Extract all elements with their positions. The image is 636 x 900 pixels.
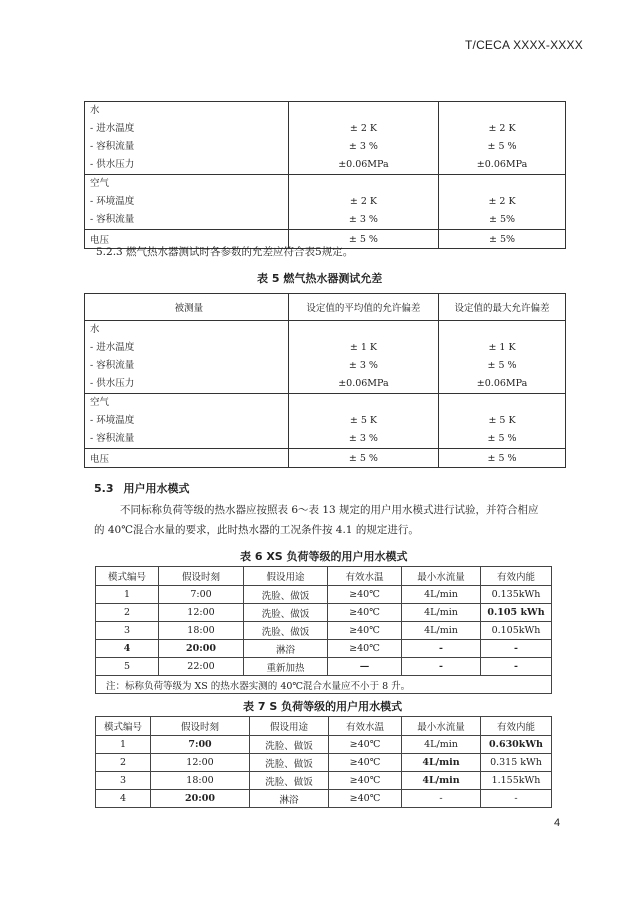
- section-5-3-heading: [94, 480, 190, 496]
- table-row: [96, 640, 552, 658]
- group-title-air: 空气: [90, 397, 110, 408]
- column-header: 模式编号: [96, 567, 159, 586]
- effective-energy: -: [481, 640, 552, 658]
- assumed-use: 洗脸、做饭: [250, 736, 329, 754]
- avg-value: ± 2 K: [349, 123, 377, 134]
- effective-temp: ≥40℃: [329, 790, 402, 808]
- max-value: ± 2 K: [488, 196, 516, 207]
- avg-value: ± 3 %: [348, 360, 378, 371]
- min-flow: 4L/min: [402, 586, 481, 604]
- column-header: 假设用途: [244, 567, 328, 586]
- assumed-use: 洗脸、做饭: [244, 622, 328, 640]
- effective-energy: 0.315 kWh: [481, 754, 552, 772]
- avg-value: ± 3 %: [348, 141, 378, 152]
- max-value: ± 5 K: [488, 415, 516, 426]
- table-note-row: [96, 676, 552, 694]
- effective-energy: 1.155kWh: [481, 772, 552, 790]
- avg-value: ± 3 %: [348, 214, 378, 225]
- min-flow: 4L/min: [402, 604, 481, 622]
- row-label: 电压: [85, 230, 289, 249]
- avg-value: ± 5 %: [288, 449, 438, 468]
- min-flow: 4L/min: [402, 754, 481, 772]
- mode-number: 3: [96, 772, 151, 790]
- assumed-use: 洗脸、做饭: [250, 772, 329, 790]
- table5: [84, 293, 566, 468]
- assumed-time: 20:00: [151, 790, 250, 808]
- assumed-time: 7:00: [151, 736, 250, 754]
- table-row: [96, 754, 552, 772]
- max-value: ± 5 %: [487, 360, 517, 371]
- table-row: [96, 586, 552, 604]
- assumed-time: 20:00: [159, 640, 244, 658]
- avg-value: ±0.06MPa: [338, 159, 389, 170]
- effective-energy: 0.135kWh: [481, 586, 552, 604]
- assumed-use: 淋浴: [244, 640, 328, 658]
- section-5-3-body-line1: 不同标称负荷等级的热水器应按照表 6～表 13 规定的用户用水模式进行试验，并符合相应: [120, 504, 539, 516]
- column-header: 假设用途: [250, 717, 329, 736]
- avg-value: ± 2 K: [349, 196, 377, 207]
- avg-value: ± 5 K: [349, 415, 377, 426]
- min-flow: -: [402, 658, 481, 676]
- avg-value: ±0.06MPa: [338, 378, 389, 389]
- row-label: - 容积流量: [90, 433, 135, 444]
- row-label: - 进水温度: [90, 123, 135, 134]
- effective-energy: 0.105kWh: [481, 622, 552, 640]
- row-label: - 容积流量: [90, 214, 135, 225]
- max-value: ± 1 K: [488, 342, 516, 353]
- table6: [95, 566, 552, 694]
- column-header: 被测量: [85, 294, 289, 321]
- table-row: [96, 772, 552, 790]
- section-number: 5.3: [94, 482, 114, 495]
- row-label: - 进水温度: [90, 342, 135, 353]
- table6-caption: 表 6 XS 负荷等级的用户用水模式: [240, 550, 408, 563]
- mode-number: 2: [96, 604, 159, 622]
- assumed-use: 淋浴: [250, 790, 329, 808]
- mode-number: 5: [96, 658, 159, 676]
- min-flow: 4L/min: [402, 772, 481, 790]
- table-row: [96, 790, 552, 808]
- row-label: - 供水压力: [90, 378, 135, 389]
- mode-number: 1: [96, 736, 151, 754]
- section-5-3-body-line2: 的 40℃混合水量的要求，此时热水器的工况条件按 4.1 的规定进行。: [94, 524, 419, 536]
- table7-caption: 表 7 S 负荷等级的用户用水模式: [243, 700, 403, 713]
- clause-5-2-3: 5.2.3 燃气热水器测试时各参数的允差应符合表5规定。: [96, 246, 354, 258]
- table-row: [96, 736, 552, 754]
- avg-value: ± 3 %: [348, 433, 378, 444]
- effective-energy: -: [481, 790, 552, 808]
- table-header-row: [96, 717, 552, 736]
- column-header: 设定值的平均值的允许偏差: [288, 294, 438, 321]
- assumed-time: 22:00: [159, 658, 244, 676]
- column-header: 有效内能: [481, 717, 552, 736]
- effective-temp: —: [328, 658, 402, 676]
- assumed-time: 18:00: [159, 622, 244, 640]
- mode-number: 2: [96, 754, 151, 772]
- group-title-water: 水: [90, 105, 100, 116]
- column-header: 模式编号: [96, 717, 151, 736]
- table-note: 注：标称负荷等级为 XS 的热水器实测的 40℃混合水量应不小于 8 升。: [96, 676, 552, 694]
- assumed-use: 洗脸、做饭: [250, 754, 329, 772]
- max-value: ± 5%: [439, 230, 566, 249]
- effective-temp: ≥40℃: [328, 586, 402, 604]
- row-label: - 容积流量: [90, 360, 135, 371]
- row-label: - 环境温度: [90, 196, 135, 207]
- effective-temp: ≥40℃: [329, 754, 402, 772]
- column-header: 最小水流量: [402, 717, 481, 736]
- column-header: 假设时刻: [151, 717, 250, 736]
- table-header-row: [96, 567, 552, 586]
- column-header: 假设时刻: [159, 567, 244, 586]
- table-row: [96, 622, 552, 640]
- assumed-time: 12:00: [151, 754, 250, 772]
- min-flow: 4L/min: [402, 622, 481, 640]
- row-label: - 供水压力: [90, 159, 135, 170]
- effective-temp: ≥40℃: [328, 604, 402, 622]
- max-value: ± 2 K: [488, 123, 516, 134]
- table4-continued: [84, 101, 566, 249]
- min-flow: 4L/min: [402, 736, 481, 754]
- assumed-use: 洗脸、做饭: [244, 586, 328, 604]
- table-row-voltage: [85, 449, 566, 468]
- table-row-air: [85, 394, 566, 449]
- document-code: T/CECA XXXX-XXXX: [465, 38, 583, 52]
- assumed-use: 重新加热: [244, 658, 328, 676]
- mode-number: 4: [96, 640, 159, 658]
- effective-energy: 0.630kWh: [481, 736, 552, 754]
- effective-temp: ≥40℃: [328, 622, 402, 640]
- column-header: 有效水温: [329, 717, 402, 736]
- section-title: 用户用水模式: [123, 482, 190, 495]
- effective-temp: ≥40℃: [329, 772, 402, 790]
- column-header: 有效内能: [481, 567, 552, 586]
- mode-number: 1: [96, 586, 159, 604]
- avg-value: ± 1 K: [349, 342, 377, 353]
- table-row: [96, 604, 552, 622]
- group-title-water: 水: [90, 324, 100, 335]
- row-label: - 环境温度: [90, 415, 135, 426]
- column-header: 设定值的最大允许偏差: [439, 294, 566, 321]
- avg-value: ± 5 %: [288, 230, 438, 249]
- min-flow: -: [402, 790, 481, 808]
- table7: [95, 716, 552, 808]
- row-label: 电压: [85, 449, 289, 468]
- max-value: ± 5 %: [487, 433, 517, 444]
- min-flow: -: [402, 640, 481, 658]
- max-value: ± 5 %: [439, 449, 566, 468]
- group-title-air: 空气: [90, 178, 110, 189]
- assumed-time: 7:00: [159, 586, 244, 604]
- max-value: ±0.06MPa: [476, 159, 528, 170]
- table-row: [96, 658, 552, 676]
- table-row-air: [85, 175, 566, 230]
- max-value: ± 5 %: [487, 141, 517, 152]
- max-value: ±0.06MPa: [476, 378, 528, 389]
- table-row-water: [85, 321, 566, 394]
- effective-energy: 0.105 kWh: [481, 604, 552, 622]
- mode-number: 4: [96, 790, 151, 808]
- table5-caption: 表 5 燃气热水器测试允差: [257, 272, 383, 285]
- mode-number: 3: [96, 622, 159, 640]
- assumed-use: 洗脸、做饭: [244, 604, 328, 622]
- column-header: 有效水温: [328, 567, 402, 586]
- page-number: 4: [554, 817, 561, 829]
- table-row-water: [85, 102, 566, 175]
- column-header: 最小水流量: [402, 567, 481, 586]
- effective-temp: ≥40℃: [328, 640, 402, 658]
- row-label: - 容积流量: [90, 141, 135, 152]
- assumed-time: 12:00: [159, 604, 244, 622]
- effective-energy: -: [481, 658, 552, 676]
- max-value: ± 5%: [489, 214, 516, 225]
- table-header-row: [85, 294, 566, 321]
- assumed-time: 18:00: [151, 772, 250, 790]
- effective-temp: ≥40℃: [329, 736, 402, 754]
